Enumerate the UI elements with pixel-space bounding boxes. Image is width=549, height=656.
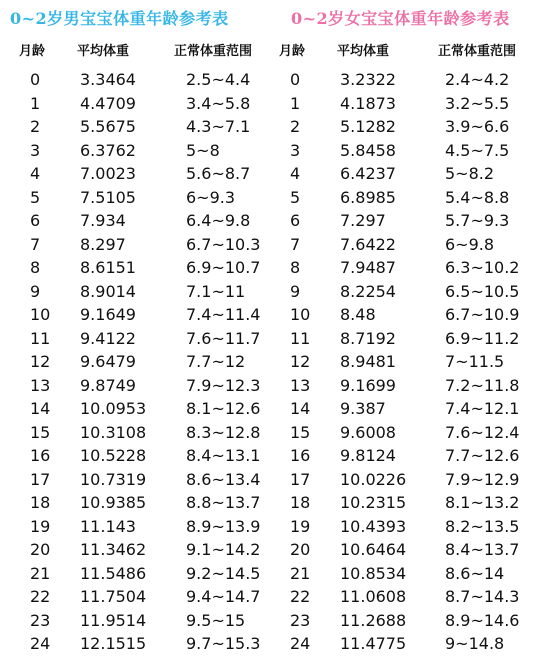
- normal-range-cell: 9~14.8: [445, 634, 505, 653]
- normal-range-cell: 4.5~7.5: [445, 140, 510, 160]
- table-row: [277, 303, 549, 327]
- average-weight-cell: 6.8985: [340, 187, 396, 207]
- normal-range-cell: 5.6~8.7: [186, 164, 251, 183]
- normal-range-cell: 8.4~13.7: [445, 540, 520, 559]
- table-row: [277, 397, 549, 421]
- table-row: [277, 327, 549, 351]
- average-weight-cell: 9.6479: [80, 352, 136, 371]
- average-weight-cell: 8.9481: [340, 352, 396, 371]
- month-cell: 22: [30, 587, 51, 606]
- average-weight-cell: 10.6464: [340, 540, 407, 559]
- month-cell: 0: [30, 70, 41, 89]
- normal-range-cell: 7.9~12.9: [445, 469, 520, 489]
- boys-header-normal-range: 正常体重范围: [174, 44, 253, 59]
- normal-range-cell: 7.2~11.8: [445, 375, 520, 395]
- table-row: [277, 209, 549, 233]
- normal-range-cell: 8.9~13.9: [186, 516, 261, 536]
- normal-range-cell: 8.7~14.3: [445, 587, 520, 606]
- normal-range-cell: 7.1~11: [186, 281, 246, 301]
- table-row: [0, 468, 272, 492]
- table-row: [0, 350, 272, 374]
- month-cell: 20: [290, 540, 311, 559]
- normal-range-cell: 5~8: [186, 140, 220, 160]
- average-weight-cell: 3.2322: [340, 70, 396, 89]
- average-weight-cell: 11.9514: [80, 610, 147, 630]
- normal-range-cell: 6.3~10.2: [445, 258, 520, 277]
- average-weight-cell: 7.0023: [80, 164, 136, 183]
- table-row: [277, 491, 549, 515]
- table-row: [277, 468, 549, 492]
- table-row: [277, 609, 549, 633]
- month-cell: 17: [30, 469, 51, 489]
- month-cell: 11: [290, 328, 311, 348]
- month-cell: 8: [30, 258, 41, 277]
- normal-range-cell: 7~11.5: [445, 352, 505, 371]
- month-cell: 3: [290, 140, 301, 160]
- average-weight-cell: 9.1699: [340, 375, 396, 395]
- table-row: [0, 139, 272, 163]
- normal-range-cell: 8.2~13.5: [445, 516, 520, 536]
- month-cell: 1: [30, 93, 41, 113]
- month-cell: 2: [30, 117, 41, 136]
- normal-range-cell: 8.8~13.7: [186, 493, 261, 512]
- table-row: [277, 256, 549, 280]
- girls-header-normal-range: 正常体重范围: [438, 44, 517, 59]
- table-row: [0, 374, 272, 398]
- month-cell: 19: [290, 516, 311, 536]
- table-row: [0, 397, 272, 421]
- normal-range-cell: 6.7~10.3: [186, 234, 261, 254]
- boys-table-title: 0~2岁男宝宝体重年龄参考表: [10, 9, 229, 28]
- girls-header-month: 月龄: [279, 44, 306, 59]
- normal-range-cell: 6.9~11.2: [445, 328, 520, 348]
- average-weight-cell: 11.7504: [80, 587, 147, 606]
- average-weight-cell: 10.8534: [340, 563, 407, 583]
- month-cell: 6: [30, 211, 41, 230]
- table-row: [277, 233, 549, 257]
- boys-table-body: [0, 68, 272, 656]
- table-row: [0, 327, 272, 351]
- table-row: [0, 515, 272, 539]
- average-weight-cell: 9.1649: [80, 305, 136, 324]
- average-weight-cell: 11.2688: [340, 610, 407, 630]
- table-row: [277, 280, 549, 304]
- average-weight-cell: 9.387: [340, 399, 386, 418]
- average-weight-cell: 8.48: [340, 305, 376, 324]
- table-row: [0, 280, 272, 304]
- month-cell: 4: [30, 164, 41, 183]
- month-cell: 24: [290, 634, 311, 653]
- girls-weight-table: [277, 0, 549, 652]
- normal-range-cell: 6~9.3: [186, 187, 236, 207]
- month-cell: 19: [30, 516, 51, 536]
- table-row: [277, 421, 549, 445]
- table-row: [277, 115, 549, 139]
- average-weight-cell: 7.5105: [80, 187, 136, 207]
- table-row: [277, 350, 549, 374]
- month-cell: 0: [290, 70, 301, 89]
- normal-range-cell: 3.9~6.6: [445, 117, 510, 136]
- normal-range-cell: 7.6~12.4: [445, 422, 520, 442]
- table-row: [0, 421, 272, 445]
- boys-weight-table: [0, 0, 272, 652]
- average-weight-cell: 11.4775: [340, 634, 407, 653]
- average-weight-cell: 10.7319: [80, 469, 147, 489]
- average-weight-cell: 11.3462: [80, 540, 147, 559]
- average-weight-cell: 8.7192: [340, 328, 396, 348]
- average-weight-cell: 9.4122: [80, 328, 136, 348]
- normal-range-cell: 8.9~14.6: [445, 610, 520, 630]
- average-weight-cell: 10.5228: [80, 446, 147, 465]
- average-weight-cell: 10.3108: [80, 422, 147, 442]
- normal-range-cell: 9.4~14.7: [186, 587, 261, 606]
- table-row: [277, 68, 549, 92]
- month-cell: 10: [30, 305, 51, 324]
- girls-header-average-weight: 平均体重: [337, 44, 390, 59]
- month-cell: 18: [30, 493, 51, 512]
- normal-range-cell: 7.7~12: [186, 352, 246, 371]
- normal-range-cell: 8.1~12.6: [186, 399, 261, 418]
- normal-range-cell: 7.4~12.1: [445, 399, 520, 418]
- table-row: [0, 491, 272, 515]
- normal-range-cell: 5.7~9.3: [445, 211, 510, 230]
- month-cell: 2: [290, 117, 301, 136]
- normal-range-cell: 4.3~7.1: [186, 117, 251, 136]
- average-weight-cell: 4.1873: [340, 93, 396, 113]
- month-cell: 10: [290, 305, 311, 324]
- month-cell: 13: [290, 375, 311, 395]
- month-cell: 15: [30, 422, 51, 442]
- average-weight-cell: 11.0608: [340, 587, 407, 606]
- month-cell: 23: [30, 610, 51, 630]
- average-weight-cell: 7.934: [80, 211, 126, 230]
- month-cell: 9: [30, 281, 41, 301]
- boys-table-header: [0, 40, 272, 60]
- normal-range-cell: 2.5~4.4: [186, 70, 251, 89]
- normal-range-cell: 8.4~13.1: [186, 446, 261, 465]
- table-row: [277, 562, 549, 586]
- month-cell: 15: [290, 422, 311, 442]
- table-row: [0, 233, 272, 257]
- normal-range-cell: 9.2~14.5: [186, 563, 261, 583]
- average-weight-cell: 12.1515: [80, 634, 147, 653]
- girls-table-title: 0~2岁女宝宝体重年龄参考表: [291, 9, 510, 28]
- table-row: [277, 374, 549, 398]
- month-cell: 8: [290, 258, 301, 277]
- month-cell: 16: [30, 446, 51, 465]
- month-cell: 3: [30, 140, 41, 160]
- normal-range-cell: 8.6~14: [445, 563, 505, 583]
- average-weight-cell: 5.8458: [340, 140, 396, 160]
- normal-range-cell: 9.1~14.2: [186, 540, 261, 559]
- normal-range-cell: 3.4~5.8: [186, 93, 251, 113]
- table-row: [0, 92, 272, 116]
- average-weight-cell: 8.2254: [340, 281, 396, 301]
- normal-range-cell: 9.7~15.3: [186, 634, 261, 653]
- average-weight-cell: 9.8124: [340, 446, 396, 465]
- average-weight-cell: 4.4709: [80, 93, 136, 113]
- average-weight-cell: 5.1282: [340, 117, 396, 136]
- normal-range-cell: 8.1~13.2: [445, 493, 520, 512]
- normal-range-cell: 7.9~12.3: [186, 375, 261, 395]
- month-cell: 21: [30, 563, 51, 583]
- average-weight-cell: 10.2315: [340, 493, 407, 512]
- boys-header-average-weight: 平均体重: [77, 44, 130, 59]
- table-row: [0, 209, 272, 233]
- average-weight-cell: 5.5675: [80, 117, 136, 136]
- average-weight-cell: 3.3464: [80, 70, 136, 89]
- table-row: [0, 303, 272, 327]
- month-cell: 14: [290, 399, 311, 418]
- average-weight-cell: 9.8749: [80, 375, 136, 395]
- average-weight-cell: 11.143: [80, 516, 136, 536]
- normal-range-cell: 6.5~10.5: [445, 281, 520, 301]
- month-cell: 17: [290, 469, 311, 489]
- table-row: [0, 115, 272, 139]
- normal-range-cell: 8.3~12.8: [186, 422, 261, 442]
- month-cell: 5: [290, 187, 301, 207]
- month-cell: 22: [290, 587, 311, 606]
- month-cell: 9: [290, 281, 301, 301]
- month-cell: 13: [30, 375, 51, 395]
- normal-range-cell: 6.9~10.7: [186, 258, 261, 277]
- table-row: [277, 92, 549, 116]
- average-weight-cell: 10.0953: [80, 399, 147, 418]
- month-cell: 24: [30, 634, 51, 653]
- average-weight-cell: 6.3762: [80, 140, 136, 160]
- average-weight-cell: 8.6151: [80, 258, 136, 277]
- normal-range-cell: 8.6~13.4: [186, 469, 261, 489]
- table-row: [277, 186, 549, 210]
- average-weight-cell: 10.4393: [340, 516, 407, 536]
- boys-header-month: 月龄: [19, 44, 46, 59]
- normal-range-cell: 2.4~4.2: [445, 70, 510, 89]
- month-cell: 14: [30, 399, 51, 418]
- table-row: [0, 538, 272, 562]
- month-cell: 16: [290, 446, 311, 465]
- average-weight-cell: 9.6008: [340, 422, 396, 442]
- month-cell: 7: [30, 234, 41, 254]
- normal-range-cell: 5~8.2: [445, 164, 495, 183]
- month-cell: 20: [30, 540, 51, 559]
- table-row: [0, 444, 272, 468]
- normal-range-cell: 6.7~10.9: [445, 305, 520, 324]
- normal-range-cell: 6~9.8: [445, 234, 495, 254]
- month-cell: 4: [290, 164, 301, 183]
- month-cell: 12: [30, 352, 51, 371]
- average-weight-cell: 11.5486: [80, 563, 147, 583]
- month-cell: 7: [290, 234, 301, 254]
- average-weight-cell: 10.0226: [340, 469, 407, 489]
- table-row: [277, 139, 549, 163]
- table-row: [0, 585, 272, 609]
- month-cell: 11: [30, 328, 51, 348]
- average-weight-cell: 8.9014: [80, 281, 136, 301]
- average-weight-cell: 8.297: [80, 234, 126, 254]
- average-weight-cell: 7.297: [340, 211, 386, 230]
- normal-range-cell: 5.4~8.8: [445, 187, 510, 207]
- month-cell: 5: [30, 187, 41, 207]
- average-weight-cell: 6.4237: [340, 164, 396, 183]
- average-weight-cell: 10.9385: [80, 493, 147, 512]
- normal-range-cell: 3.2~5.5: [445, 93, 510, 113]
- girls-table-body: [277, 68, 549, 656]
- table-row: [277, 585, 549, 609]
- normal-range-cell: 9.5~15: [186, 610, 246, 630]
- normal-range-cell: 7.4~11.4: [186, 305, 261, 324]
- normal-range-cell: 7.6~11.7: [186, 328, 261, 348]
- month-cell: 18: [290, 493, 311, 512]
- normal-range-cell: 7.7~12.6: [445, 446, 520, 465]
- month-cell: 12: [290, 352, 311, 371]
- month-cell: 1: [290, 93, 301, 113]
- month-cell: 21: [290, 563, 311, 583]
- average-weight-cell: 7.6422: [340, 234, 396, 254]
- table-row: [277, 444, 549, 468]
- month-cell: 6: [290, 211, 301, 230]
- table-row: [0, 256, 272, 280]
- girls-table-header: [277, 40, 549, 60]
- table-row: [277, 538, 549, 562]
- table-row: [0, 162, 272, 186]
- table-row: [277, 515, 549, 539]
- normal-range-cell: 6.4~9.8: [186, 211, 251, 230]
- table-row: [0, 562, 272, 586]
- table-row: [0, 186, 272, 210]
- average-weight-cell: 7.9487: [340, 258, 396, 277]
- table-row: [0, 609, 272, 633]
- table-row: [0, 68, 272, 92]
- table-row: [277, 162, 549, 186]
- month-cell: 23: [290, 610, 311, 630]
